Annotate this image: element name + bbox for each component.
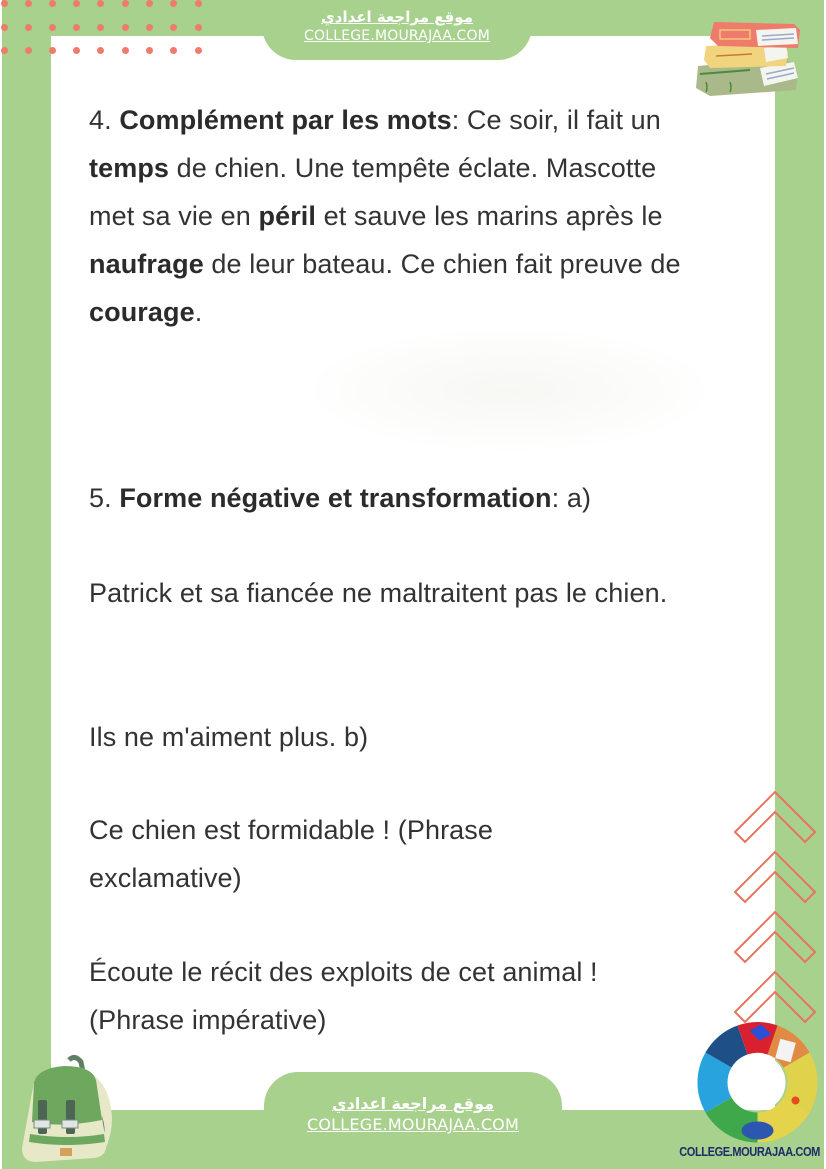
dot	[49, 24, 56, 31]
chevrons-up-icon	[733, 790, 817, 1040]
dot	[97, 0, 104, 7]
text-fragment: .	[194, 297, 203, 327]
header-site-banner[interactable]	[262, 0, 532, 60]
scan-smudge	[315, 330, 705, 450]
backpack-icon	[14, 1052, 114, 1164]
text-fragment: : Ce soir, il fait un	[451, 105, 661, 135]
section-5-number: 5.	[89, 483, 112, 513]
dot	[122, 24, 129, 31]
dot	[25, 0, 32, 7]
dot	[122, 47, 129, 54]
section-4-paragraph	[89, 96, 709, 336]
sentence-exclamative: Ce chien est formidable ! (Phrase exclamative)	[89, 815, 493, 893]
dot	[73, 24, 80, 31]
dot	[170, 47, 177, 54]
dot	[195, 0, 202, 7]
dot	[97, 24, 104, 31]
dot	[170, 24, 177, 31]
section-5-title: Forme négative et transformation	[119, 483, 552, 513]
dot	[49, 47, 56, 54]
section-5-heading	[89, 474, 591, 522]
dot	[195, 47, 202, 54]
dot	[1, 47, 8, 54]
answer-word: naufrage	[89, 249, 204, 279]
dot	[1, 0, 8, 7]
header-site-name-ar[interactable]: موقع مراجعة اعدادي	[321, 8, 473, 26]
dot	[1, 24, 8, 31]
footer-site-url[interactable]: COLLEGE.MOURAJAA.COM	[307, 1115, 519, 1134]
header-site-url[interactable]: COLLEGE.MOURAJAA.COM	[304, 28, 490, 44]
section-4-number: 4.	[89, 105, 112, 135]
answer-word: courage	[89, 297, 195, 327]
dot	[25, 24, 32, 31]
answer-word: péril	[258, 201, 317, 231]
site-logo-text[interactable]: COLLEGE.MOURAJAA.COM	[679, 1144, 820, 1159]
text-fragment: de chien. Une tempête éclate. Mascotte met sa vie en	[89, 153, 657, 231]
dot	[146, 24, 153, 31]
frame-left-band	[2, 0, 51, 1169]
dot	[97, 47, 104, 54]
dot	[122, 0, 129, 7]
footer-site-banner[interactable]	[264, 1072, 562, 1169]
dot	[73, 47, 80, 54]
section-5-suffix: : a)	[551, 483, 592, 513]
section-4-title: Complément par les mots	[119, 105, 452, 135]
books-stack-icon	[690, 8, 805, 96]
answer-word: temps	[89, 153, 170, 183]
dot	[49, 0, 56, 7]
text-fragment: de leur bateau. Ce chien fait preuve de	[203, 249, 681, 279]
sentence-negative-2: Ils ne m'aiment plus. b)	[89, 722, 369, 752]
dot	[170, 0, 177, 7]
text-fragment: et sauve les marins après le	[316, 201, 663, 231]
frame-left-edge	[0, 0, 2, 1169]
site-logo-ring-icon	[695, 1020, 820, 1145]
dot	[73, 0, 80, 7]
sentence-negative-1: Patrick et sa fiancée ne maltraitent pas le chien.	[89, 578, 668, 608]
dot	[146, 0, 153, 7]
dot	[195, 24, 202, 31]
sentence-imperative: Écoute le récit des exploits de cet animal ! (Phrase impérative)	[89, 957, 598, 1035]
dot	[25, 47, 32, 54]
dot	[146, 47, 153, 54]
footer-site-name-ar[interactable]: موقع مراجعة اعدادي	[331, 1094, 495, 1113]
